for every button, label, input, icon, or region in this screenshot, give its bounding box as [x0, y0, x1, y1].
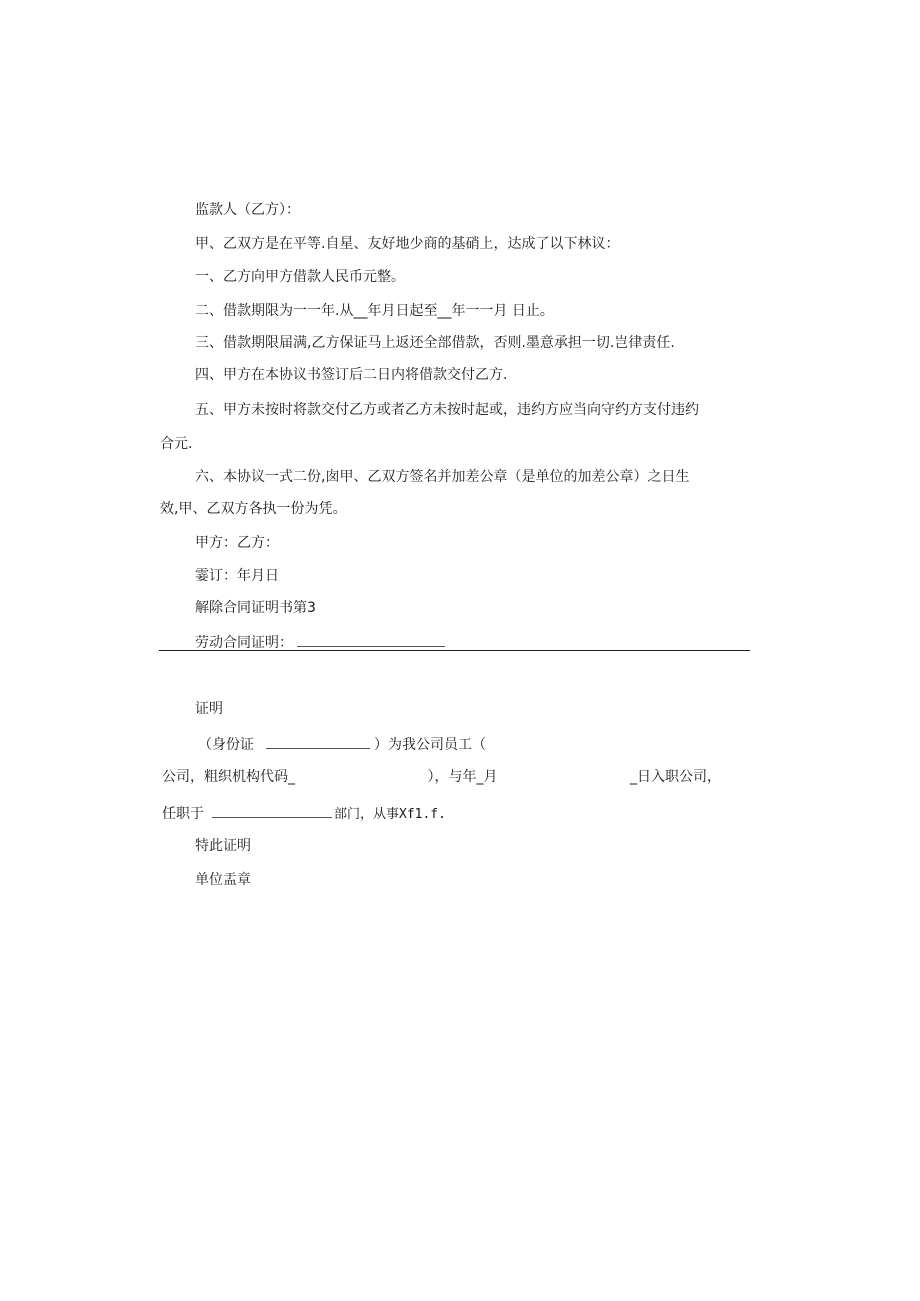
- labor-contract-label-line: [195, 632, 445, 652]
- position-prefix: 任职于: [162, 806, 204, 822]
- labor-contract-label: 劳动合同证明：: [195, 635, 293, 651]
- clause-4: 四、甲方在本协议书签订后二日内将借款交付乙方.: [195, 367, 508, 383]
- id-number-blank[interactable]: [266, 734, 370, 749]
- unit-seal: 单位盂章: [195, 872, 251, 888]
- clause-1: 一、乙方向甲方借款人民币元整。: [195, 269, 405, 285]
- org-code-text: 公司，粗织机构代码_: [162, 769, 295, 785]
- id-suffix: ）为我公司员工（: [374, 737, 486, 753]
- borrower-line: 监款人（乙方）：: [195, 202, 300, 218]
- clause-3: 三、借款期限届满,乙方保证马上返还全部借款，否则.墨意承担一切.岂律责任.: [195, 335, 675, 351]
- position-suffix: 部门，从事Xf1.f.: [334, 807, 446, 822]
- parties-line: 甲方：乙方：: [195, 535, 279, 551]
- company-line: [162, 768, 721, 786]
- position-line: [162, 803, 446, 824]
- join-day-text: _日入职公司，: [630, 769, 721, 785]
- clause-6-line-1: 六、本协议一式二份,囱甲、乙双方签名并加差公章（是单位的加差公章）之日生: [195, 469, 690, 485]
- clause-2: 二、借款期限为一一年.从__年月日起至__年一一月 日止。: [195, 303, 554, 319]
- intro-line: 甲、乙双方是在平等.自星、友好地少商的基硝上，达成了以下林议：: [195, 236, 620, 252]
- id-line: [198, 734, 486, 754]
- department-blank[interactable]: [212, 803, 332, 818]
- id-prefix: （身份证: [198, 737, 254, 753]
- join-year-month-text: ），与年_月: [427, 769, 498, 785]
- clause-6-line-2: 效,甲、乙双方各执一份为凭。: [160, 501, 347, 517]
- hereby-certify: 特此证明: [195, 838, 251, 854]
- signed-date-line: 霎订：年月日: [195, 568, 279, 584]
- certificate-heading: 证明: [195, 701, 223, 717]
- clause-5-line-2: 合元.: [160, 436, 193, 452]
- section-3-title: 解除合同证明书第3: [195, 600, 316, 616]
- section-divider: [159, 650, 750, 651]
- clause-5-line-1: 五、甲方未按时将款交付乙方或者乙方未按时起或，违约方应当向守约方支付违约: [195, 402, 699, 418]
- labor-contract-blank[interactable]: [297, 632, 445, 647]
